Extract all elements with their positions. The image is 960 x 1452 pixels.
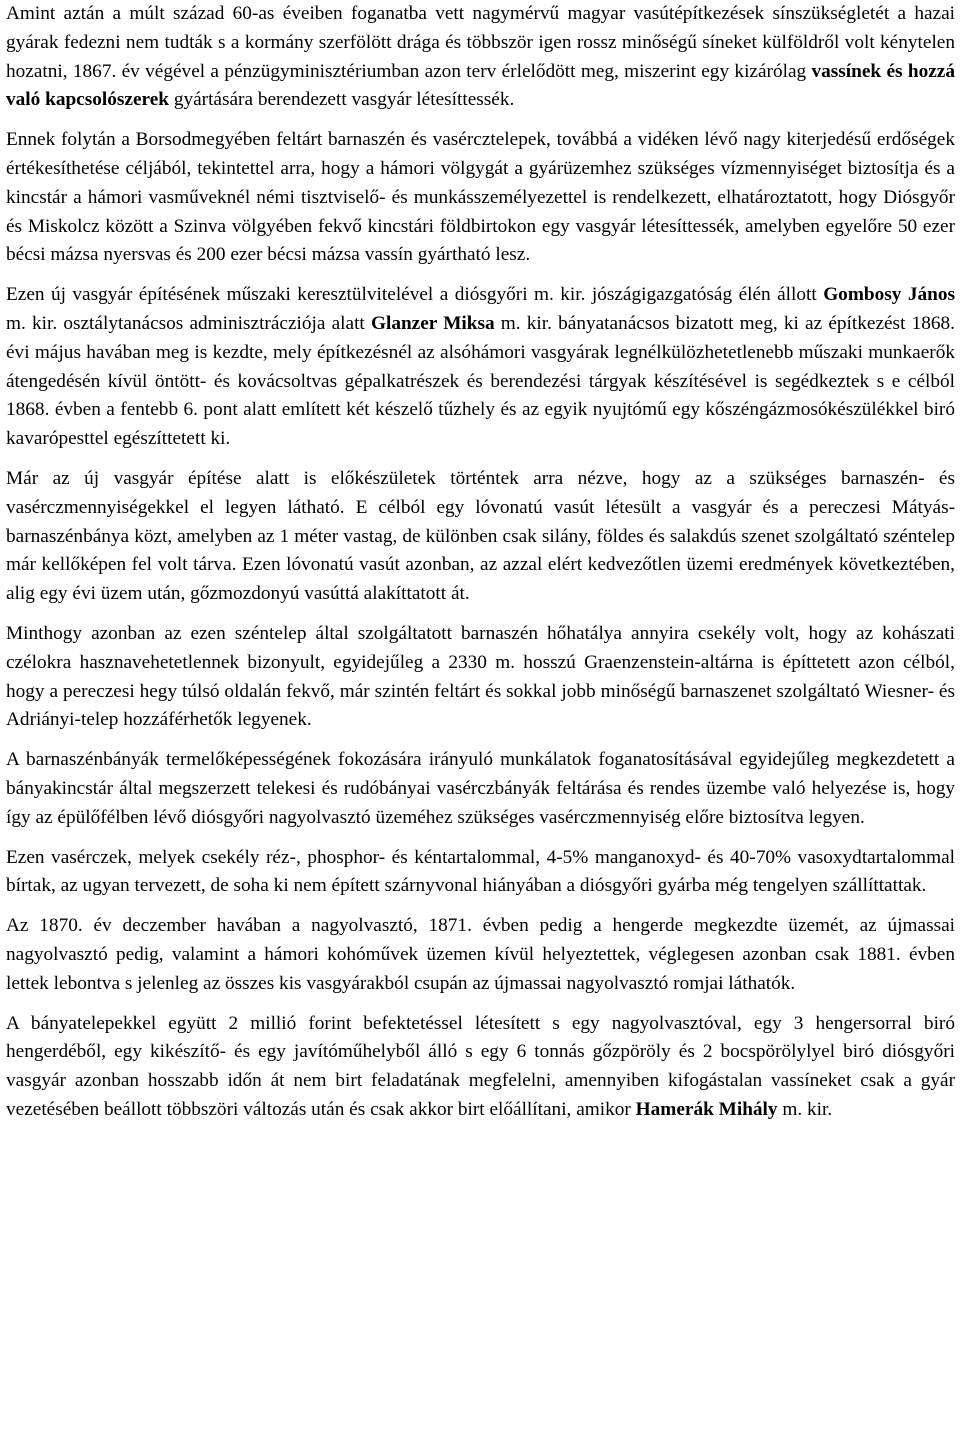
paragraph-7 [6,844,955,902]
paragraph-4 [6,465,955,609]
paragraph-text: Minthogy azonban az ezen széntelep által szolgáltatott barnaszén hőhatálya annyira csekély volt, hogy az kohászati czélokra hasznavehetetlennek bizonyult, egyidejűleg a 2330 m. hosszú Graenzenstein-altárna is építtetett azon célból, hogy a pereczesi hegy túlsó oldalán fekvő, már szintén feltárt és sokkal jobb minőségű barnaszenet szolgáltató Wiesner- és Adriányi-telep hozzáférhetők legyenek. [6,622,955,731]
paragraph-5 [6,620,955,735]
paragraph-9 [6,1010,955,1125]
paragraph-1 [6,0,955,115]
paragraph-2 [6,126,955,270]
paragraph-text: m. kir. [777,1098,833,1120]
person-name: Gombosy János [823,284,955,306]
paragraph-6 [6,746,955,832]
person-name: Hamerák Mihály [635,1098,778,1120]
paragraph-text: gyártására berendezett vasgyár létesíttessék. [169,89,515,111]
person-name: Glanzer Miksa [370,312,495,334]
paragraph-text: A barnaszénbányák termelőképességének fokozására irányuló munkálatok foganatosításával egyidejűleg megkezdetett a bányakincstár által megszerzett telekesi és rudóbányai vasérczbányák feltárása és rendes üzembe való helyezése is, hogy így az épülőfélben lévő diósgyőri nagyolvasztó üzeméhez szükséges vasérczmennyiség előre biztosítva legyen. [6,749,955,828]
paragraph-text: Ennek folytán a Borsodmegyében feltárt barnaszén és vasércztelepek, továbbá a vidéken lévő nagy kiterjedésű erdőségek értékesíthetése céljából, tekintettel arra, hogy a hámori völgygát a gyárüzemhez szükséges vízmennyiséget biztosítja és a kincstár a hámori vasműveknél némi tisztviselő- és munkásszemélyezettel is rendelkezett, elhatároztatott, hogy Diósgyőr és Miskolcz között a Szinva völgyében fekvő kincstári földbirtokon egy vasgyár létesíttessék, amelyben egyelőre 50 ezer bécsi mázsa nyersvas és 200 ezer bécsi mázsa vassín gyártható lesz. [6,129,955,266]
paragraph-text: Ezen új vasgyár építésének műszaki keresztülvitelével a diósgyőri m. kir. jószágigazgatóság élén állott [6,284,824,306]
paragraph-3 [6,281,955,454]
paragraph-text: A bányatelepekkel együtt 2 millió forint befektetéssel létesített s egy nagyolvasztóval, egy 3 hengersorral biró hengerdéből, egy kikészítő- és egy javítóműhelyből álló s egy 6 tonnás gőzpöröly és 2 bocspörölylyel biró diósgyőri vasgyár azonban hosszabb időn át nem birt feladatának megfelelni, amennyiben kifogástalan vassíneket csak a gyár vezetésében beállott többszöri változás után és csak akkor birt előállítani, amikor [6,1012,955,1120]
paragraph-text: m. kir. osztálytanácsos adminisztrácziója alatt [6,312,371,334]
paragraph-8 [6,912,955,998]
paragraph-text: Amint aztán a múlt század 60-as éveiben foganatba vett nagymérvű magyar vasútépítkezések sínszükségletét a hazai gyárak fedezni nem tudták s a kormány szerfölött drága és többször igen rossz minőségű síneket külföldről volt kénytelen hozatni, 1867. év végével a pénzügyminisztériumban azon terv érlelődött meg, miszerint egy kizárólag [6,3,955,82]
bold-phrase: vassínek és hozzá való kapcsolószerek [6,60,955,111]
paragraph-text: m. kir. bányatanácsos bizatott meg, ki az építkezést 1868. évi május havában meg is kezdte, mely építkezésnél az alsóhámori vasgyárak legnélkülözhetetlenebb műszaki munkaerők átengedésén kívül öntött- és kovácsoltvas gépalkatrészek és berendezési tárgyak készítésével is segédkeztek s e célból 1868. évben a fentebb 6. pont alatt említett két készelő tűzhely és az egyik nyujtómű egy kőszéngázmosókészülékkel biró kavarópesttel egészíttetett ki. [6,312,955,450]
paragraph-text: Már az új vasgyár építése alatt is előkészületek történtek arra nézve, hogy az a szükséges barnaszén- és vasérczmennyiségekkel el legyen látható. E célból egy lóvonatú vasút létesült a vasgyár és a pereczesi Mátyás-barnaszénbánya közt, amelyben az 1 méter vastag, de különben csak silány, földes és salakdús szenet szolgáltató széntelep már kellőképen fel volt tárva. Ezen lóvonatú vasút azonban, az azzal elért kedvezőtlen üzemi eredmények következtében, alig egy évi üzem után, gőzmozdonyú vasúttá alakíttatott át. [6,467,955,605]
paragraph-text: Az 1870. év deczember havában a nagyolvasztó, 1871. évben pedig a hengerde megkezdte üzemét, az újmassai nagyolvasztó pedig, valamint a hámori kohóművek üzemen kívül helyeztettek, véglegesen azonban csak 1881. évben lettek lebontva s jelenleg az összes kis vasgyárakból csupán az újmassai nagyolvasztó romjai láthatók. [6,915,955,994]
paragraph-text: Ezen vasérczek, melyek csekély réz-, phosphor- és kéntartalommal, 4-5% manganoxyd- és 40-70% vasoxydtartalommal bírtak, az ugyan tervezett, de soha ki nem épített szárnyvonal hiányában a diósgyőri gyárba még tengelyen szállíttattak. [6,846,955,897]
